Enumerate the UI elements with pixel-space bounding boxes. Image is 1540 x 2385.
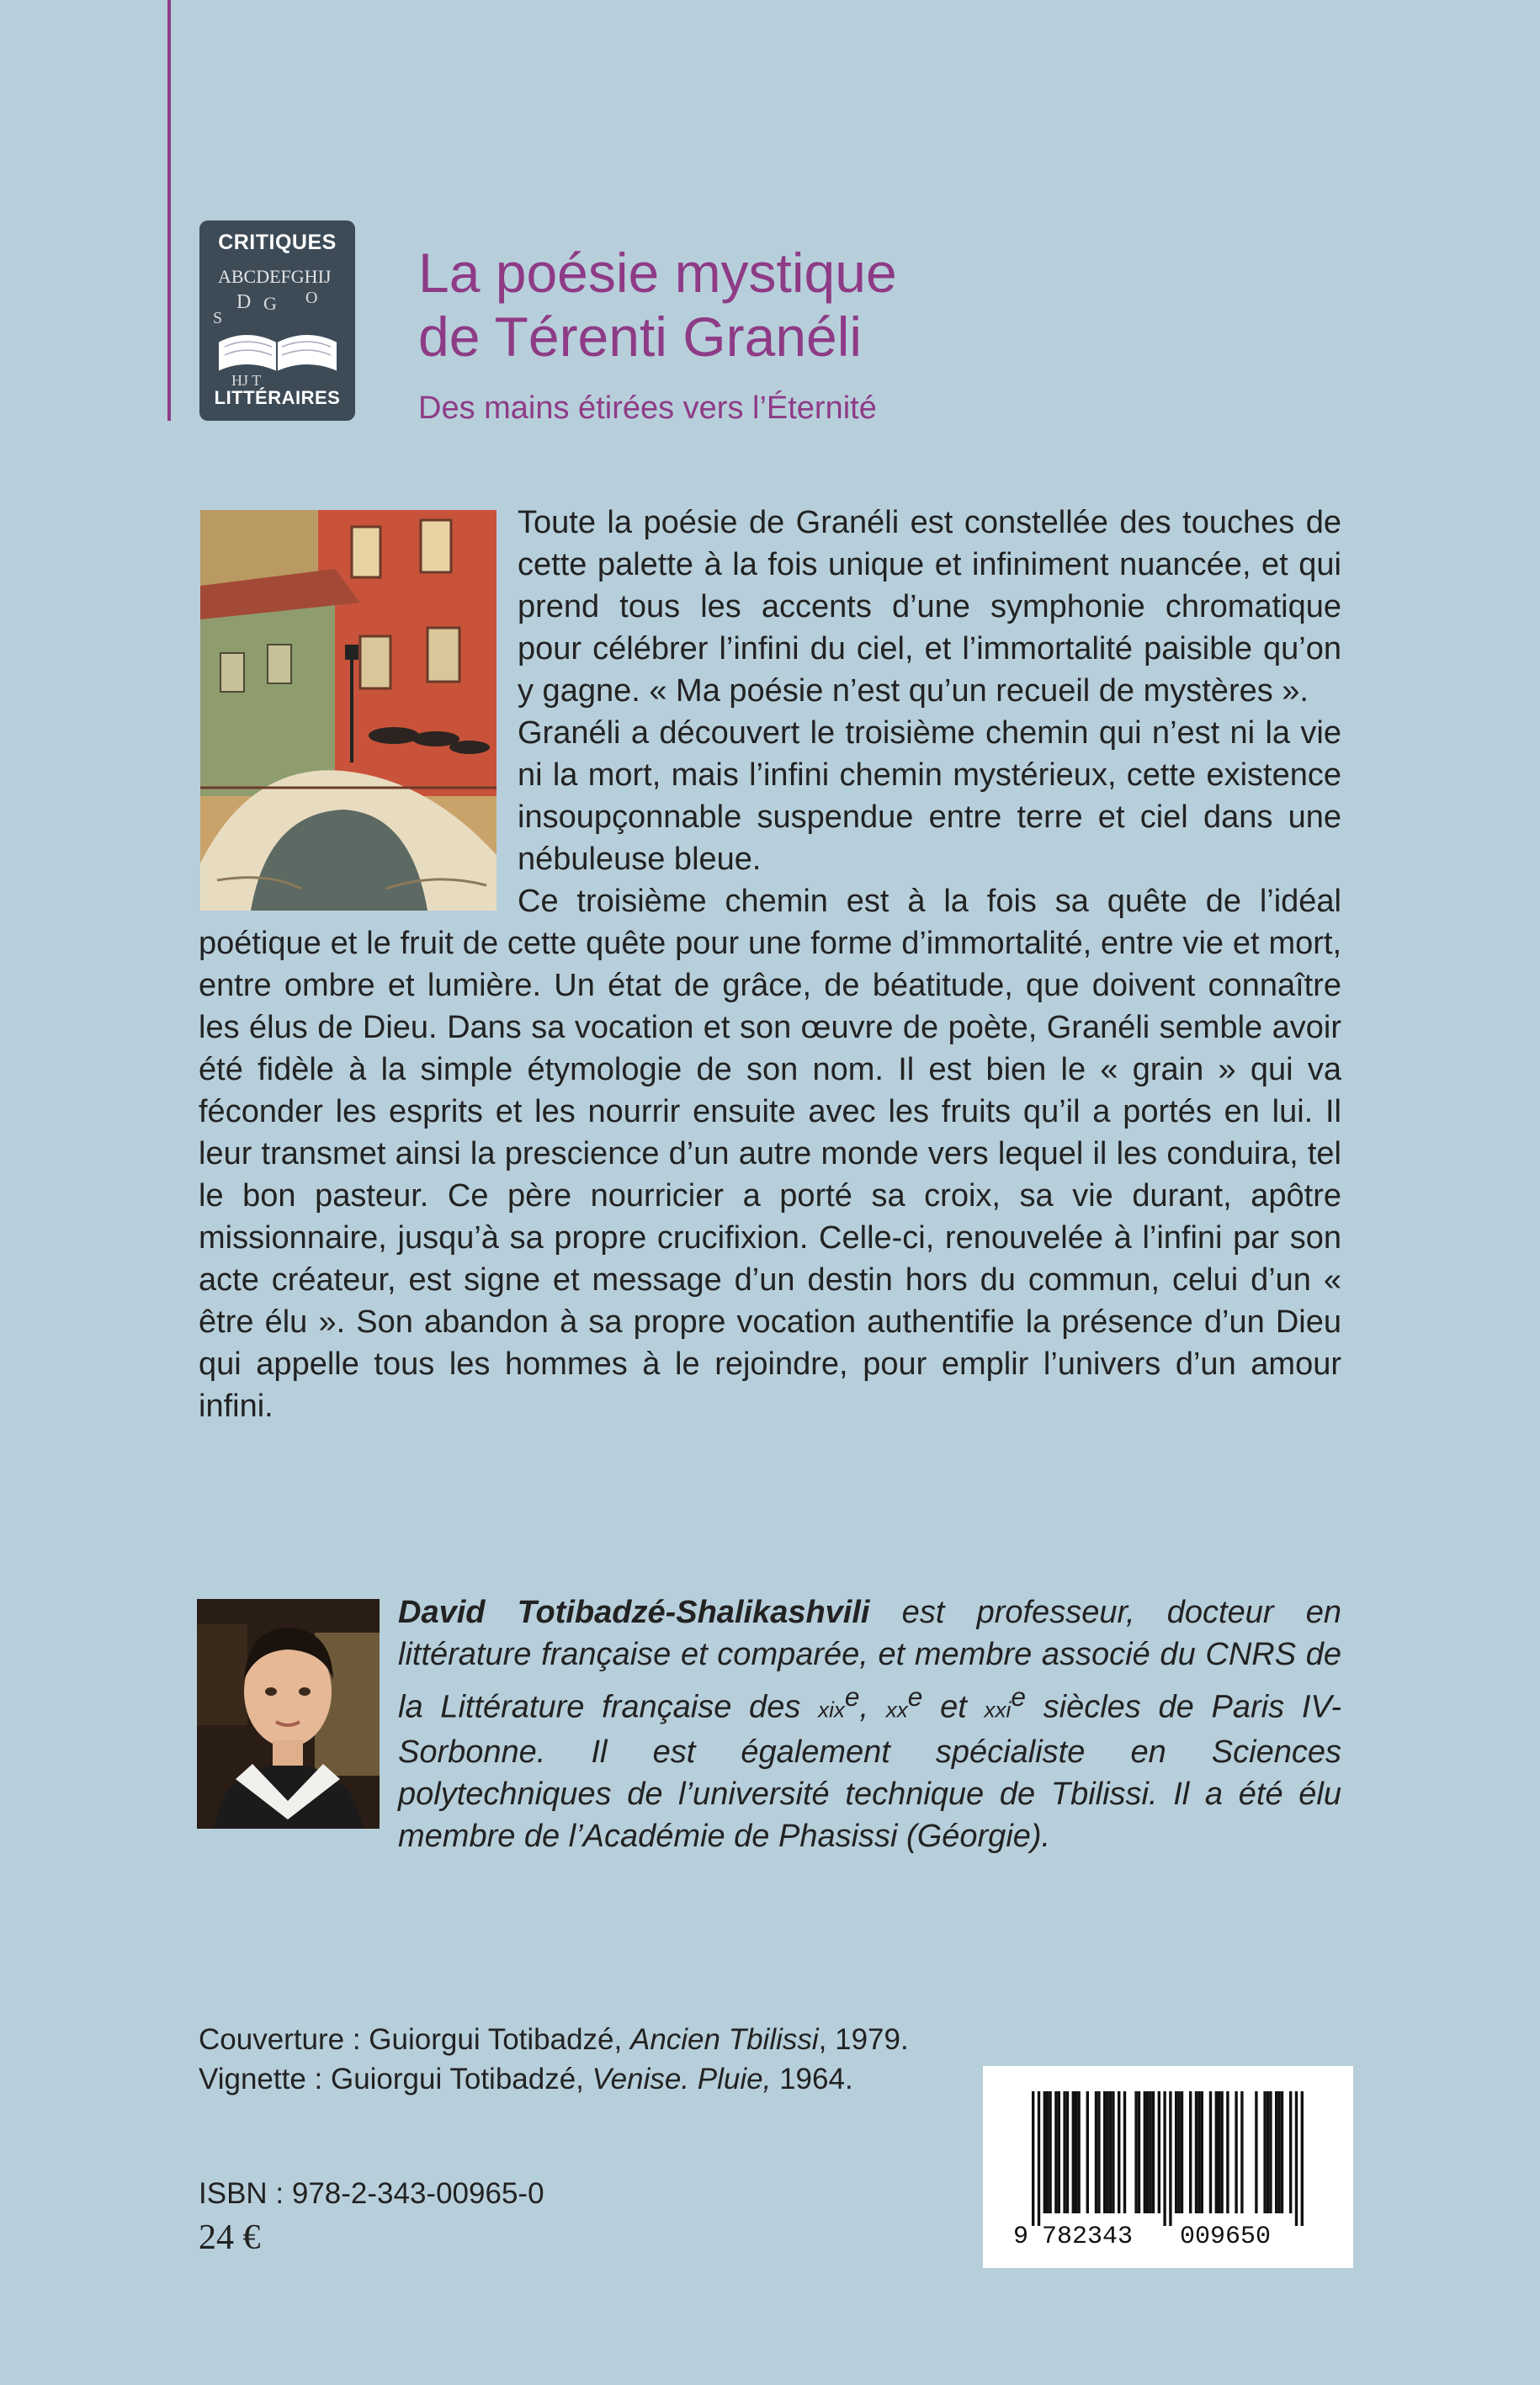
- vignette-wrap-space: [199, 502, 518, 919]
- barcode-bar: [1215, 2091, 1218, 2213]
- barcode-bar: [1226, 2091, 1229, 2213]
- barcode-bar: [1195, 2091, 1197, 2213]
- barcode-bar: [1138, 2091, 1140, 2213]
- century-20-sup: e: [907, 1681, 923, 1712]
- barcode-bar: [1032, 2091, 1034, 2226]
- barcode-bar: [1077, 2091, 1080, 2213]
- barcode-bar: [1267, 2091, 1269, 2213]
- svg-text:HJ T: HJ T: [231, 372, 262, 387]
- century-21: xxi: [984, 1697, 1012, 1723]
- blurb-text: [199, 502, 1341, 1427]
- bio-text-a: est professeur, docteur en littérature française et comparée, et membre associé du CNRS de la Littérature française des: [398, 1595, 1341, 1725]
- barcode-bar: [1209, 2091, 1212, 2213]
- isbn-text: ISBN : 978-2-343-00965-0: [199, 2177, 544, 2210]
- barcode-bar: [1086, 2091, 1089, 2213]
- barcode-bar: [1263, 2091, 1266, 2213]
- barcode-bar: [1144, 2091, 1146, 2213]
- barcode-bar: [1118, 2091, 1120, 2213]
- author-bio: [398, 1591, 1341, 1857]
- barcode-bar: [1146, 2091, 1149, 2213]
- vignette-credit-year: 1964.: [771, 2063, 853, 2096]
- svg-text:O: O: [305, 289, 318, 307]
- barcode-bar: [1220, 2091, 1223, 2213]
- price-text: 24 €: [199, 2218, 261, 2257]
- cover-credit-work: Ancien Tbilissi: [629, 2023, 819, 2056]
- barcode-bar: [1269, 2091, 1272, 2213]
- vignette-credit-prefix: Vignette : Guiorgui Totibadzé,: [199, 2063, 592, 2096]
- author-name: David Totibadzé-Shalikashvili: [398, 1595, 870, 1630]
- cover-credit-prefix: Couverture : Guiorgui Totibadzé,: [199, 2023, 630, 2056]
- barcode-bar: [1181, 2091, 1183, 2213]
- barcode-bar: [1201, 2091, 1203, 2213]
- barcode-group-2: 009650: [1180, 2223, 1272, 2251]
- barcode-bar: [1163, 2091, 1166, 2226]
- author-portrait: [197, 1599, 380, 1829]
- barcode-bar: [1046, 2091, 1049, 2213]
- series-name-line2: LITTÉRAIRES: [214, 387, 341, 408]
- barcode-icon: [983, 2066, 1353, 2268]
- barcode-bar: [1275, 2091, 1277, 2213]
- barcode-bar: [1075, 2091, 1077, 2213]
- vignette-credit-work: Venise. Pluie,: [592, 2063, 772, 2096]
- barcode-bar: [1295, 2091, 1298, 2226]
- barcode-bar: [1255, 2091, 1257, 2213]
- svg-text:D: D: [236, 291, 252, 313]
- svg-text:S: S: [213, 309, 223, 327]
- barcode-bar: [1063, 2091, 1065, 2213]
- bio-text-b: siècles de Paris IV-Sorbonne. Il est également spécialiste en Sciences polytechniques de l’université technique de Tbilissi. Il a été élu membre de l’Académie de Phasissi (Géorgie).: [398, 1689, 1342, 1854]
- book-subtitle: Des mains étirées vers l’Éternité: [418, 390, 877, 426]
- barcode-bar: [1189, 2091, 1192, 2213]
- series-name-line1: CRITIQUES: [218, 231, 337, 254]
- barcode-bar: [1054, 2091, 1057, 2213]
- image-credits: [199, 2020, 956, 2099]
- barcode-bar: [1158, 2091, 1160, 2213]
- barcode-bar: [1109, 2091, 1112, 2213]
- barcode-bar: [1218, 2091, 1220, 2213]
- barcode-bar: [1038, 2091, 1040, 2226]
- blurb-paragraph-2: Granéli a découvert le troisième chemin qui n’est ni la vie ni la mort, mais l’infini chemin mystérieux, cette existence insoupçonnable suspendue entre terre et ciel dans une nébuleuse bleue.: [518, 715, 1341, 877]
- book-title: [418, 241, 1091, 369]
- barcode-bar: [1169, 2091, 1171, 2226]
- barcode-bar: [1289, 2091, 1292, 2213]
- blurb-paragraph-1: Toute la poésie de Granéli est constellée des touches de cette palette à la fois unique et infiniment nuancée, et qui prend tous les accents d’une symphonie chromatique pour célébrer l’infini du ciel, et l’immortalité paisible qu’on y gagne. « Ma poésie n’est qu’un recueil de mystères ».: [518, 505, 1341, 709]
- barcode-bar: [1072, 2091, 1075, 2213]
- title-line-2: de Térenti Granéli: [418, 305, 863, 368]
- barcode-group-1: 782343: [1042, 2223, 1134, 2251]
- century-19-sup: e: [844, 1681, 860, 1712]
- barcode-bar: [1066, 2091, 1069, 2213]
- open-book-icon: [211, 261, 343, 387]
- blurb-paragraph-3: Ce troisième chemin est à la fois sa quête de l’idéal poétique et le fruit de cette quête pour une forme d’immortalité, entre vie et mort, entre ombre et lumière. Un état de grâce, de béatitude, que doivent connaître les élus de Dieu. Dans sa vocation et son œuvre de poète, Granéli semble avoir été fidèle à la simple étymologie de son nom. Il est bien le « grain » qui va féconder les esprits et les nourrir ensuite avec les fruits qu’il a portés en lui. Il leur transmet ainsi la prescience d’un autre monde vers lequel il les conduira, tel le bon pasteur. Ce père nourricier a porté sa croix, sa vie durant, apôtre missionnaire, jusqu’à sa propre crucifixion. Celle-ci, renouvelée à l’infini par son acte créateur, est signe et message d’un destin hors du commun, celui d’un « être élu ». Son abandon à sa propre vocation authentifie la présence d’un Dieu qui appelle tous les hommes à le rejoindre, pour emplir l’univers d’un amour infini.: [199, 884, 1341, 1424]
- title-line-1: La poésie mystique: [418, 242, 897, 304]
- century-20: xx: [885, 1697, 908, 1723]
- barcode-bar: [1103, 2091, 1106, 2213]
- century-19: xix: [818, 1697, 845, 1723]
- cover-credit: [199, 2020, 956, 2059]
- century-21-sup: e: [1011, 1681, 1026, 1712]
- cover-credit-year: , 1979.: [818, 2023, 909, 2056]
- barcode-bar: [1235, 2091, 1237, 2213]
- barcode-box: [983, 2066, 1353, 2268]
- barcode-bar: [1112, 2091, 1114, 2213]
- barcode-bar: [1106, 2091, 1108, 2213]
- barcode-bar: [1095, 2091, 1097, 2213]
- barcode-bar: [1240, 2091, 1243, 2213]
- logo-letters: ABCDEFGHIJ: [218, 266, 332, 287]
- bio-sep-1: ,: [859, 1689, 886, 1725]
- barcode-bar: [1177, 2091, 1180, 2213]
- barcode-bar: [1197, 2091, 1200, 2213]
- barcode-bar: [1301, 2091, 1304, 2226]
- barcode-lead-digit: 9: [1013, 2223, 1029, 2251]
- barcode-bar: [1123, 2091, 1126, 2213]
- bio-sep-2: et: [922, 1689, 985, 1725]
- barcode-bar: [1175, 2091, 1177, 2213]
- spine-accent-line: [167, 0, 171, 421]
- barcode-bar: [1281, 2091, 1283, 2213]
- svg-text:G: G: [263, 293, 277, 314]
- series-logo: [199, 220, 355, 421]
- barcode-bar: [1043, 2091, 1046, 2213]
- barcode-bar: [1097, 2091, 1100, 2213]
- barcode-bars: [1032, 2091, 1304, 2226]
- barcode-bar: [1149, 2091, 1151, 2213]
- barcode-bar: [1277, 2091, 1280, 2213]
- barcode-bar: [1058, 2091, 1060, 2213]
- barcode-bar: [1049, 2091, 1051, 2213]
- vignette-credit: [199, 2059, 956, 2099]
- barcode-bar: [1134, 2091, 1137, 2213]
- barcode-bar: [1152, 2091, 1155, 2213]
